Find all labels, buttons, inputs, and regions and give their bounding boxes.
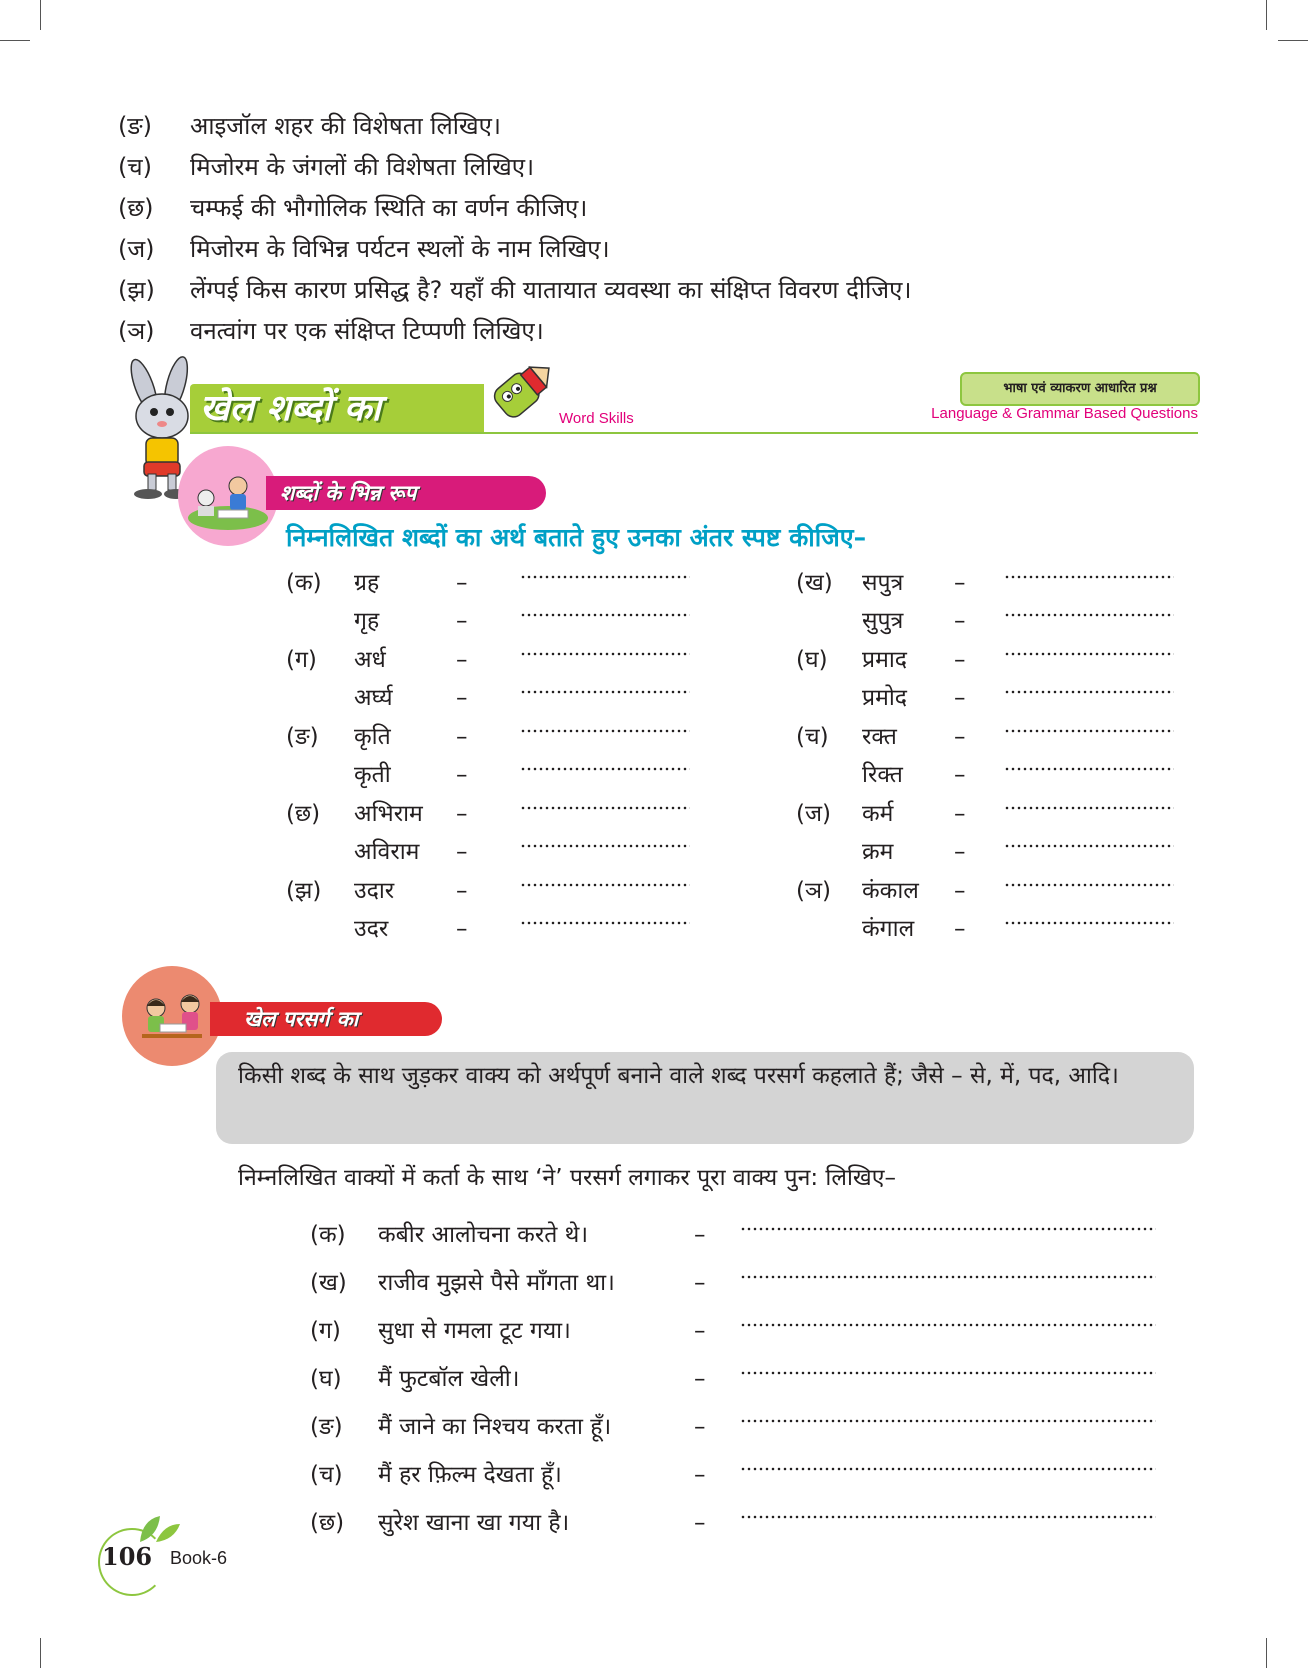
answer-line bbox=[1004, 570, 1174, 584]
word: सपुत्र bbox=[862, 570, 904, 596]
word: गृह bbox=[354, 608, 380, 634]
item-text: मैं जाने का निश्चय करता हूँ। bbox=[378, 1414, 612, 1440]
pair-label: (ङ) bbox=[286, 724, 319, 750]
answer-line bbox=[520, 724, 690, 738]
crop-mark bbox=[0, 40, 30, 41]
pair-label: (ख) bbox=[796, 570, 833, 596]
word: कंगाल bbox=[862, 916, 915, 942]
word: कर्म bbox=[862, 801, 894, 827]
dash: – bbox=[954, 839, 966, 865]
dash: – bbox=[456, 685, 468, 711]
dash: – bbox=[456, 839, 468, 865]
answer-line bbox=[1004, 685, 1174, 699]
dash: – bbox=[954, 647, 966, 673]
page-number: 106 bbox=[102, 1542, 153, 1571]
item-label: (च) bbox=[118, 153, 152, 181]
dash: – bbox=[456, 801, 468, 827]
word: कृती bbox=[354, 762, 391, 788]
dash: – bbox=[954, 878, 966, 904]
answer-line bbox=[1004, 801, 1174, 815]
dash: – bbox=[694, 1510, 706, 1536]
pencil-mascot-illustration bbox=[482, 356, 562, 428]
dash: – bbox=[694, 1366, 706, 1392]
pair-label: (घ) bbox=[796, 647, 828, 673]
item-text: सुधा से गमला टूट गया। bbox=[378, 1318, 571, 1344]
dash: – bbox=[954, 724, 966, 750]
item-label: (छ) bbox=[118, 194, 154, 222]
dash: – bbox=[954, 608, 966, 634]
answer-line bbox=[520, 647, 690, 661]
item-text: मिजोरम के जंगलों की विशेषता लिखिए। bbox=[190, 153, 535, 181]
dash: – bbox=[456, 724, 468, 750]
answer-line bbox=[740, 1270, 1156, 1284]
word: कृति bbox=[354, 724, 391, 750]
answer-line bbox=[1004, 724, 1174, 738]
answer-line bbox=[1004, 839, 1174, 853]
pair-label: (ञ) bbox=[796, 878, 832, 904]
item-label: (घ) bbox=[310, 1366, 342, 1392]
item-label: (ङ) bbox=[310, 1414, 343, 1440]
crop-mark bbox=[40, 1638, 41, 1668]
book-label: Book-6 bbox=[170, 1548, 228, 1568]
children-reading-illustration bbox=[122, 966, 222, 1066]
crop-mark bbox=[1278, 40, 1308, 41]
item-text: मिजोरम के विभिन्न पर्यटन स्थलों के नाम लिखिए। bbox=[190, 235, 610, 263]
item-text: आइजॉल शहर की विशेषता लिखिए। bbox=[190, 112, 502, 140]
dash: – bbox=[694, 1318, 706, 1344]
dash: – bbox=[456, 878, 468, 904]
item-label: (ञ) bbox=[118, 317, 155, 345]
item-text: वनत्वांग पर एक संक्षिप्त टिप्पणी लिखिए। bbox=[190, 317, 544, 345]
banner-title: खेल शब्दों का bbox=[200, 388, 381, 429]
item-text: राजीव मुझसे पैसे माँगता था। bbox=[378, 1270, 615, 1296]
pair-label: (छ) bbox=[286, 801, 321, 827]
answer-line bbox=[520, 685, 690, 699]
answer-line bbox=[740, 1414, 1156, 1428]
dash: – bbox=[954, 570, 966, 596]
section-illustration bbox=[178, 446, 278, 546]
answer-line bbox=[740, 1510, 1156, 1524]
crop-mark bbox=[1266, 0, 1267, 30]
instruction-text: निम्नलिखित वाक्यों में कर्ता के साथ ‘ने’ परसर्ग लगाकर पूरा वाक्य पुन: लिखिए– bbox=[238, 1165, 896, 1191]
word: अभिराम bbox=[354, 801, 423, 827]
word: प्रमोद bbox=[862, 685, 908, 711]
item-label: (ज) bbox=[118, 235, 155, 263]
answer-line bbox=[1004, 762, 1174, 776]
word: प्रमाद bbox=[862, 647, 908, 673]
hindi-tag-badge: भाषा एवं व्याकरण आधारित प्रश्न bbox=[960, 372, 1200, 406]
word: अर्घ्य bbox=[354, 685, 393, 711]
word: उदर bbox=[354, 916, 389, 942]
word: अविराम bbox=[354, 839, 420, 865]
crop-mark bbox=[40, 0, 41, 30]
word: सुपुत्र bbox=[862, 608, 904, 634]
pair-label: (ज) bbox=[796, 801, 832, 827]
answer-line bbox=[740, 1366, 1156, 1380]
pair-label: (क) bbox=[286, 570, 322, 596]
english-tag: Language & Grammar Based Questions bbox=[931, 405, 1198, 422]
item-label: (ख) bbox=[310, 1270, 347, 1296]
crop-mark bbox=[1266, 1638, 1267, 1668]
instruction-text: निम्नलिखित शब्दों का अर्थ बताते हुए उनका अंतर स्पष्ट कीजिए– bbox=[286, 523, 867, 552]
dash: – bbox=[954, 762, 966, 788]
children-playing-illustration bbox=[178, 446, 278, 546]
dash: – bbox=[456, 762, 468, 788]
item-text: चम्फई की भौगोलिक स्थिति का वर्णन कीजिए। bbox=[190, 194, 588, 222]
dash: – bbox=[456, 570, 468, 596]
item-label: (छ) bbox=[310, 1510, 345, 1536]
answer-line bbox=[1004, 608, 1174, 622]
leaf-icon bbox=[136, 1512, 182, 1546]
section-illustration bbox=[122, 966, 222, 1066]
item-text: सुरेश खाना खा गया है। bbox=[378, 1510, 570, 1536]
word: रिक्त bbox=[862, 762, 903, 788]
item-label: (च) bbox=[310, 1462, 343, 1488]
dash: – bbox=[954, 916, 966, 942]
dash: – bbox=[456, 647, 468, 673]
answer-line bbox=[520, 839, 690, 853]
item-text: लेंग्पई किस कारण प्रसिद्ध है? यहाँ की यातायात व्यवस्था का संक्षिप्त विवरण दीजिए। bbox=[190, 276, 912, 304]
word: ग्रह bbox=[354, 570, 380, 596]
banner-subtitle: Word Skills bbox=[559, 410, 634, 427]
word: कंकाल bbox=[862, 878, 919, 904]
section-heading: शब्दों के भिन्न रूप bbox=[280, 481, 417, 505]
answer-line bbox=[520, 570, 690, 584]
word: क्रम bbox=[862, 839, 894, 865]
word: अर्ध bbox=[354, 647, 386, 673]
dash: – bbox=[456, 608, 468, 634]
answer-line bbox=[740, 1462, 1156, 1476]
item-label: (क) bbox=[310, 1222, 346, 1248]
pair-label: (च) bbox=[796, 724, 829, 750]
answer-line bbox=[1004, 647, 1174, 661]
answer-line bbox=[520, 608, 690, 622]
answer-line bbox=[520, 916, 690, 930]
answer-line bbox=[520, 878, 690, 892]
dash: – bbox=[694, 1222, 706, 1248]
dash: – bbox=[694, 1270, 706, 1296]
item-text: मैं हर फ़िल्म देखता हूँ। bbox=[378, 1462, 562, 1488]
dash: – bbox=[694, 1462, 706, 1488]
item-label: (ग) bbox=[310, 1318, 341, 1344]
section-heading: खेल परसर्ग का bbox=[244, 1007, 359, 1031]
item-text: मैं फुटबॉल खेली। bbox=[378, 1366, 520, 1392]
dash: – bbox=[694, 1414, 706, 1440]
answer-line bbox=[520, 801, 690, 815]
answer-line bbox=[740, 1222, 1156, 1236]
word: उदार bbox=[354, 878, 395, 904]
dash: – bbox=[456, 916, 468, 942]
answer-line bbox=[1004, 878, 1174, 892]
item-text: कबीर आलोचना करते थे। bbox=[378, 1222, 589, 1248]
definition-text: किसी शब्द के साथ जुड़कर वाक्य को अर्थपूर्ण बनाने वाले शब्द परसर्ग कहलाते हैं; जैसे – से, में, पद, आदि। bbox=[238, 1063, 1119, 1089]
answer-line bbox=[1004, 916, 1174, 930]
dash: – bbox=[954, 801, 966, 827]
answer-line bbox=[520, 762, 690, 776]
item-label: (झ) bbox=[118, 276, 155, 304]
answer-line bbox=[740, 1318, 1156, 1332]
word: रक्त bbox=[862, 724, 897, 750]
pair-label: (झ) bbox=[286, 878, 322, 904]
pair-label: (ग) bbox=[286, 647, 317, 673]
dash: – bbox=[954, 685, 966, 711]
item-label: (ङ) bbox=[118, 112, 153, 140]
